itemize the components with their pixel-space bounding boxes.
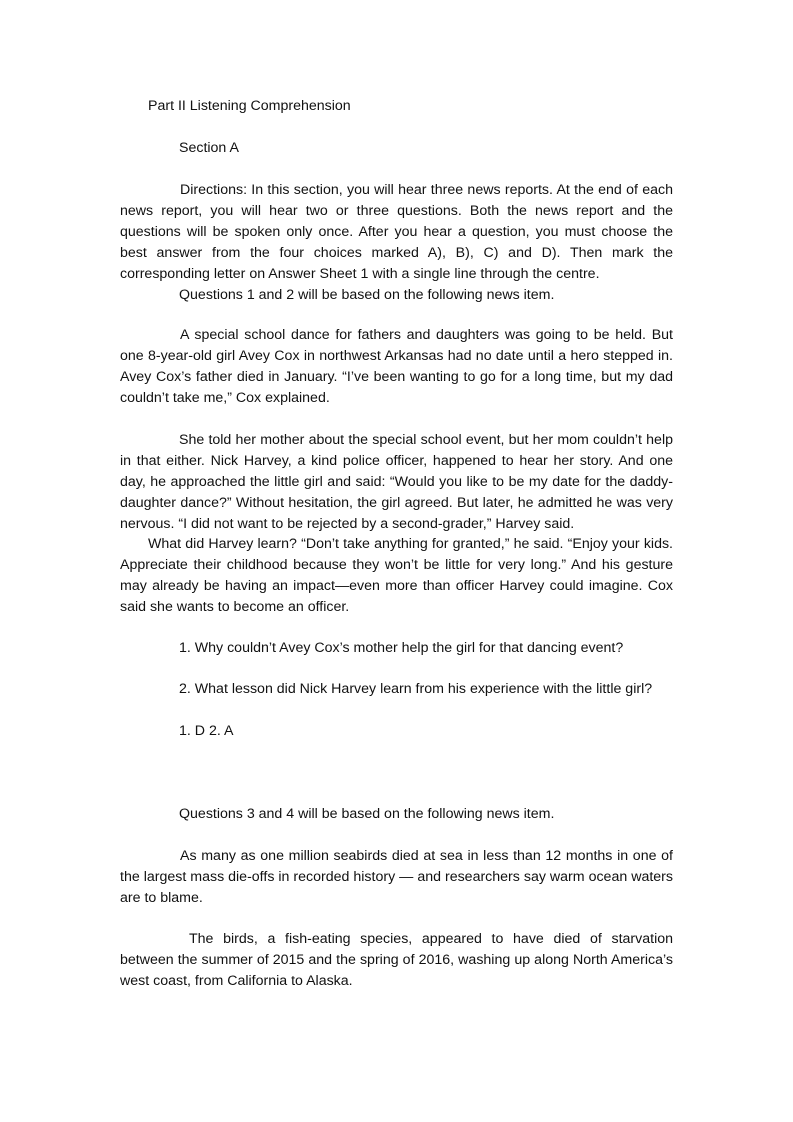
item2-intro: Questions 3 and 4 will be based on the following news item. — [179, 806, 555, 822]
item1-question-1: 1. Why couldn’t Avey Cox’s mother help the girl for that dancing event? — [179, 640, 624, 656]
item2-paragraph-1: As many as one million seabirds died at sea in less than 12 months in one of the largest mass die-offs in recorded history — and researchers say warm ocean waters are to blame. — [120, 848, 673, 906]
section-heading: Section A — [179, 140, 239, 156]
directions-paragraph: Directions: In this section, you will hear three news reports. At the end of each news report, you will hear two or three questions. Both the news report and the questions will be spoken only once. After you hear a question, you must choose the best answer from the four choices marked A), B), C) and D). Then mark the corresponding letter on Answer Sheet 1 with a single line through the centre. — [120, 182, 673, 282]
item1-paragraph-2: She told her mother about the special school event, but her mom couldn’t help in that either. Nick Harvey, a kind police officer, happened to hear her story. And one day, he approached the little girl and said: “Would you like to be my date for the daddy-daughter dance?” Without hesitation, the girl agreed. But later, he admitted he was very nervous. “I did not want to be rejected by a second-grader,” Harvey said. — [120, 432, 673, 532]
item2-paragraph-2: The birds, a fish-eating species, appeared to have died of starvation between the summer of 2015 and the spring of 2016, washing up along North America’s west coast, from California to Alaska. — [120, 931, 673, 989]
item1-question-2: 2. What lesson did Nick Harvey learn from his experience with the little girl? — [179, 681, 653, 697]
part-heading: Part II Listening Comprehension — [148, 98, 351, 114]
item1-answers: 1. D 2. A — [179, 723, 234, 739]
item1-paragraph-3: What did Harvey learn? “Don’t take anything for granted,” he said. “Enjoy your kids. Appreciate their childhood because they won’t be little for very long.” And his gesture may already be having an impact—even more than officer Harvey could imagine. Cox said she wants to become an officer. — [120, 536, 673, 615]
item1-paragraph-1: A special school dance for fathers and daughters was going to be held. But one 8-year-old girl Avey Cox in northwest Arkansas had no date until a hero stepped in. Avey Cox’s father died in January. “I’ve been wanting to go for a long time, but my dad couldn’t take me,” Cox explained. — [120, 327, 673, 406]
item1-intro: Questions 1 and 2 will be based on the following news item. — [179, 287, 555, 303]
